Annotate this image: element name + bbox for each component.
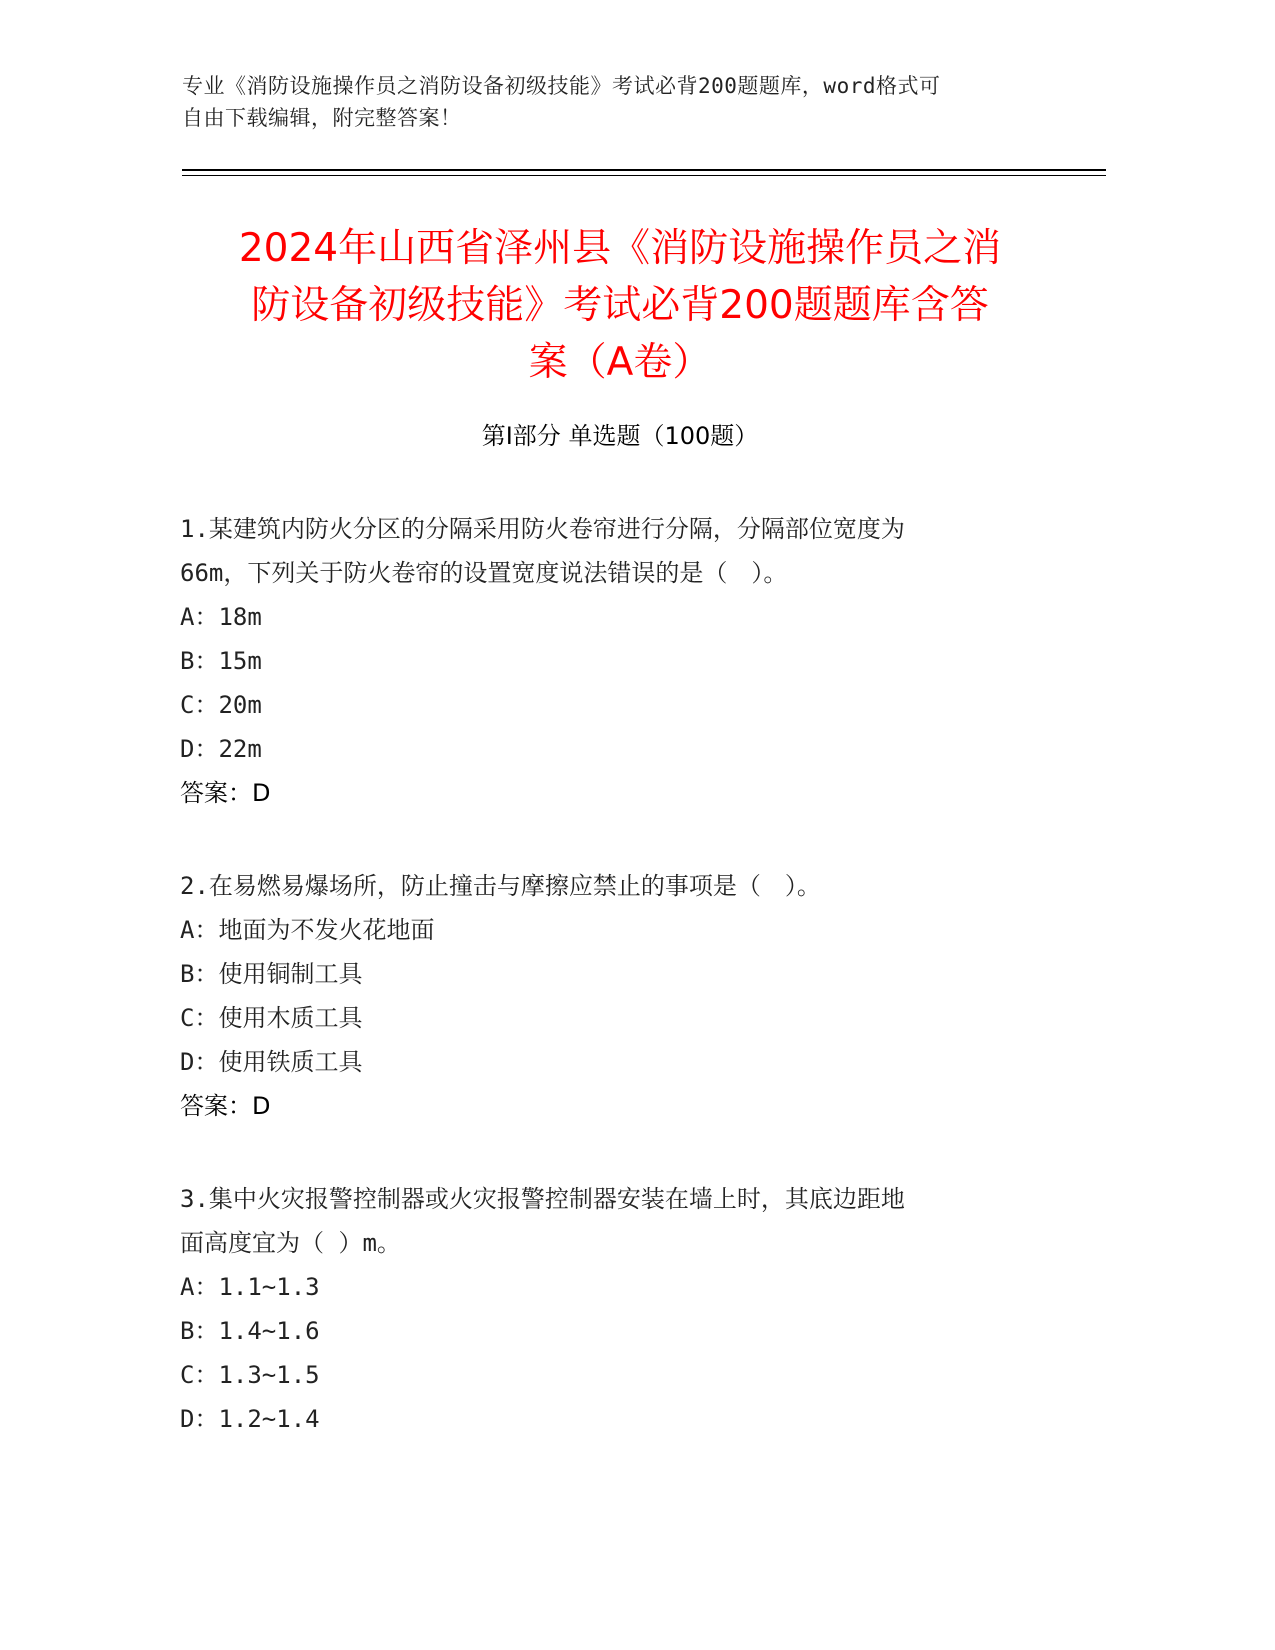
option-d: D：使用铁质工具 — [180, 1048, 363, 1076]
question-stem: 2.在易燃易爆场所，防止撞击与摩擦应禁止的事项是（ ）。 — [180, 872, 821, 900]
document-title-line-2: 防设备初级技能》考试必背200题题库含答 — [251, 283, 989, 328]
option-a: A：1.1~1.3 — [180, 1273, 320, 1301]
section-heading: 第Ⅰ部分 单选题（100题） — [481, 422, 759, 450]
question-3 — [180, 1177, 1060, 1441]
question-2 — [180, 864, 1060, 1128]
question-1 — [180, 507, 1060, 815]
option-a: A：地面为不发火花地面 — [180, 916, 435, 944]
option-c: C：1.3~1.5 — [180, 1361, 320, 1389]
question-stem-continued: 面高度宜为（ ）m。 — [180, 1229, 401, 1257]
document-title-line-1: 2024年山西省泽州县《消防设施操作员之消 — [238, 226, 1002, 271]
option-c: C：使用木质工具 — [180, 1004, 363, 1032]
option-b: B：使用铜制工具 — [180, 960, 363, 988]
question-list — [180, 507, 1060, 1490]
document-title-line-3: 案（A卷） — [528, 340, 712, 385]
header-divider-thick — [182, 169, 1106, 171]
header-note — [182, 70, 1042, 134]
header-note-line-2: 自由下载编辑，附完整答案！ — [182, 106, 462, 130]
answer: 答案：D — [180, 1092, 271, 1120]
option-c: C：20m — [180, 691, 262, 719]
question-stem-continued: 66m，下列关于防火卷帘的设置宽度说法错误的是（ ）。 — [180, 559, 788, 587]
option-a: A：18m — [180, 603, 262, 631]
option-b: B：15m — [180, 647, 262, 675]
option-d: D：22m — [180, 735, 262, 763]
document-title — [160, 220, 1080, 391]
header-divider-thin — [182, 175, 1106, 176]
answer: 答案：D — [180, 779, 271, 807]
option-d: D：1.2~1.4 — [180, 1405, 320, 1433]
option-b: B：1.4~1.6 — [180, 1317, 320, 1345]
question-stem: 1.某建筑内防火分区的分隔采用防火卷帘进行分隔，分隔部位宽度为 — [180, 515, 905, 543]
question-stem: 3.集中火灾报警控制器或火灾报警控制器安装在墙上时，其底边距地 — [180, 1185, 905, 1213]
header-note-line-1: 专业《消防设施操作员之消防设备初级技能》考试必背200题题库，word格式可 — [182, 74, 941, 98]
